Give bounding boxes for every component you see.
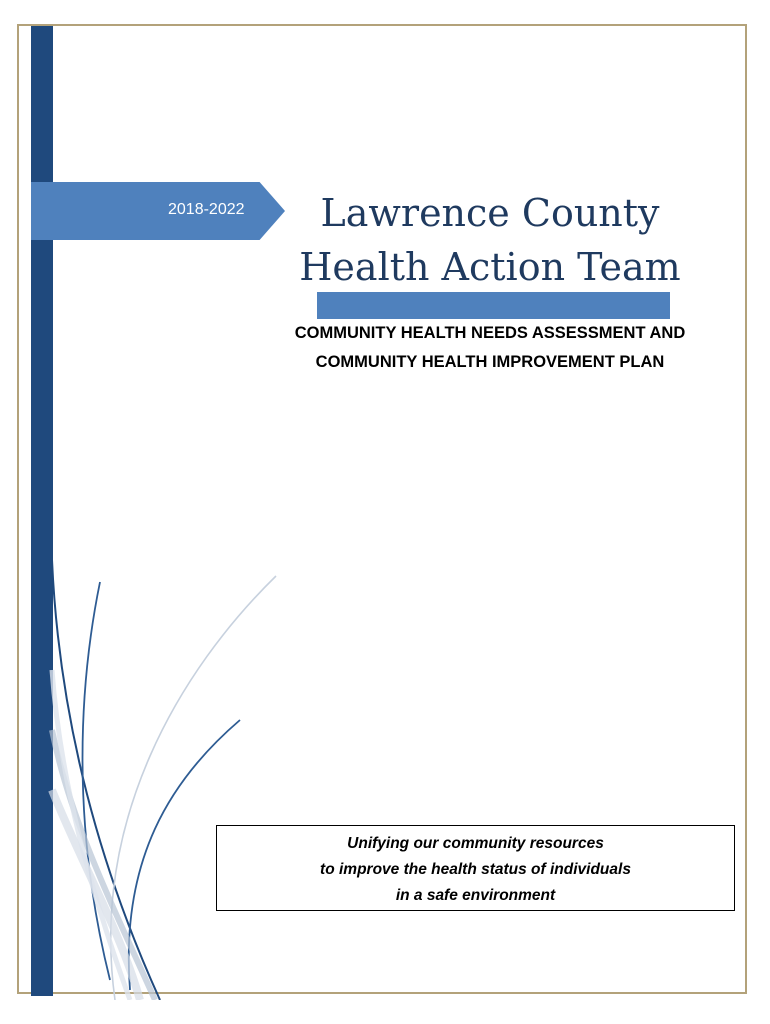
document-title <box>270 186 710 294</box>
decorative-swirl-graphic <box>30 560 290 1000</box>
title-line: Health Action Team <box>299 245 681 289</box>
document-subtitle <box>250 319 730 377</box>
tagline-line: in a safe environment <box>395 887 556 904</box>
subtitle-line: COMMUNITY HEALTH NEEDS ASSESSMENT AND <box>294 324 686 342</box>
tagline-box <box>216 825 735 911</box>
title-line: Lawrence County <box>320 191 660 235</box>
year-range: 2018-2022 <box>168 201 245 218</box>
tagline-line: to improve the health status of individuals <box>320 861 631 878</box>
title-underline-bar <box>317 292 670 319</box>
tagline-line: Unifying our community resources <box>347 835 604 852</box>
subtitle-line: COMMUNITY HEALTH IMPROVEMENT PLAN <box>315 353 665 371</box>
